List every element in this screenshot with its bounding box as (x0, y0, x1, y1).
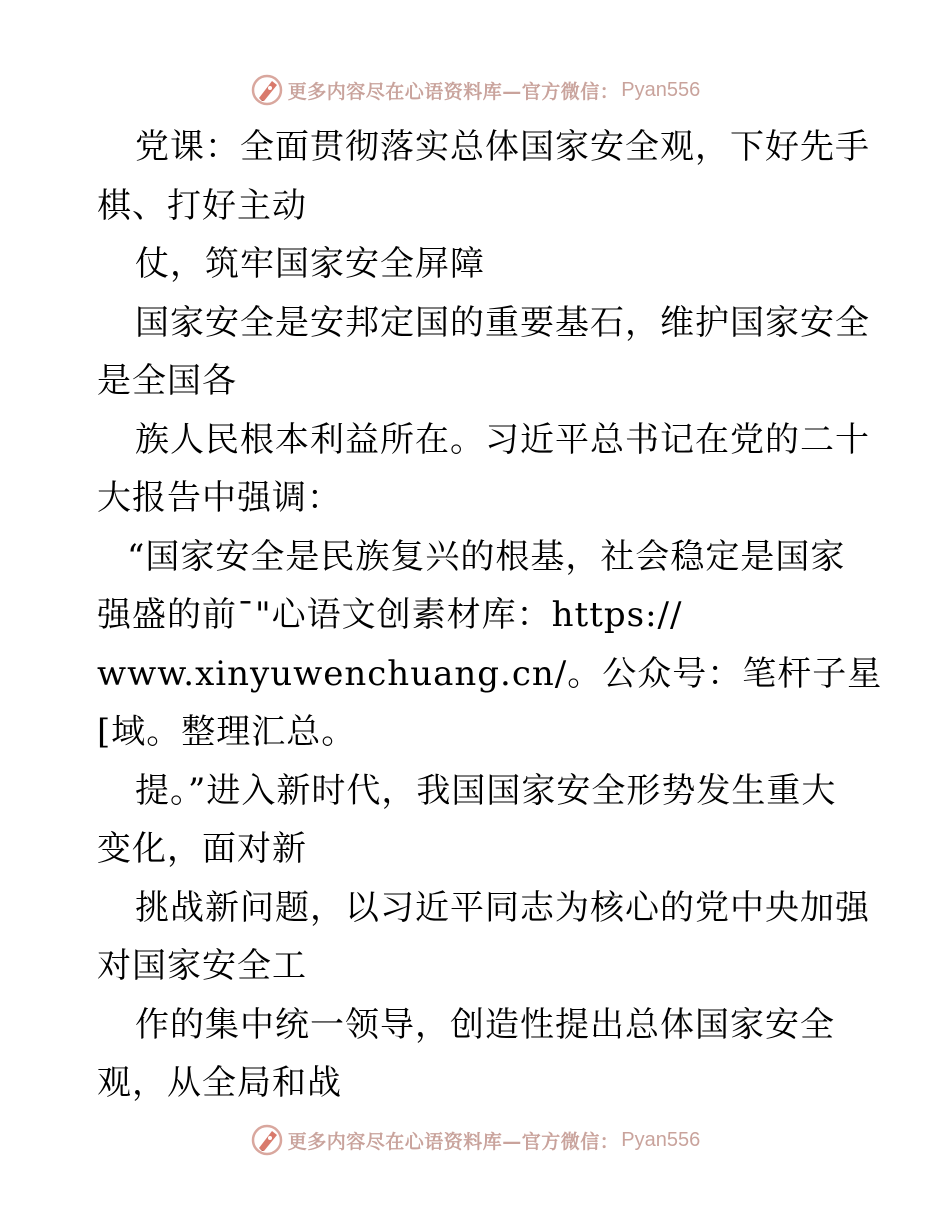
header-text: 更多内容尽在心语资料库—官方微信： (287, 80, 620, 103)
document-body (97, 118, 883, 1113)
footer-text: 更多内容尽在心语资料库—官方微信： (287, 1130, 620, 1153)
body-line: 族人民根本利益所在。习近平总书记在党的二十 (135, 419, 870, 460)
body-line: 对国家安全工 (97, 946, 307, 986)
body-line: 仗，筑牢国家安全屏障 (135, 244, 485, 284)
body-line: 棋、打好主动 (97, 185, 307, 226)
pen-nib-logo-icon (250, 73, 284, 107)
body-line-url: www.xinyuwenchuang.cn/。公众号：笔杆子星 (97, 653, 883, 694)
body-line: 提。”进入新时代，我国国家安全形势发生重大 (135, 770, 837, 811)
body-line: 观，从全局和战 (97, 1063, 342, 1103)
body-line: 党课：全面贯彻落实总体国家安全观，下好先手 (135, 127, 870, 167)
body-line: 大报告中强调： (97, 478, 342, 518)
body-line: “国家安全是民族复兴的根基，社会稳定是国家 (127, 536, 846, 577)
body-line: 国家安全是安邦定国的重要基石，维护国家安全 (135, 302, 870, 343)
footer-wechat-id: Pyan556 (621, 1128, 701, 1151)
body-line: 挑战新问题，以习近平同志为核心的党中央加强 (135, 887, 870, 928)
header-banner (0, 70, 950, 110)
body-line: 作的集中统一领导，创造性提出总体国家安全 (135, 1004, 835, 1045)
header-wechat-id: Pyan556 (621, 78, 701, 101)
body-line: 变化，面对新 (97, 829, 307, 869)
pen-nib-logo-icon (250, 1123, 284, 1157)
body-line: 强盛的前¯"心语文创素材库：https:// (97, 595, 683, 635)
body-line: [域。整理汇总。 (97, 712, 357, 752)
footer-banner (0, 1120, 950, 1160)
body-line: 是全国各 (97, 361, 237, 401)
